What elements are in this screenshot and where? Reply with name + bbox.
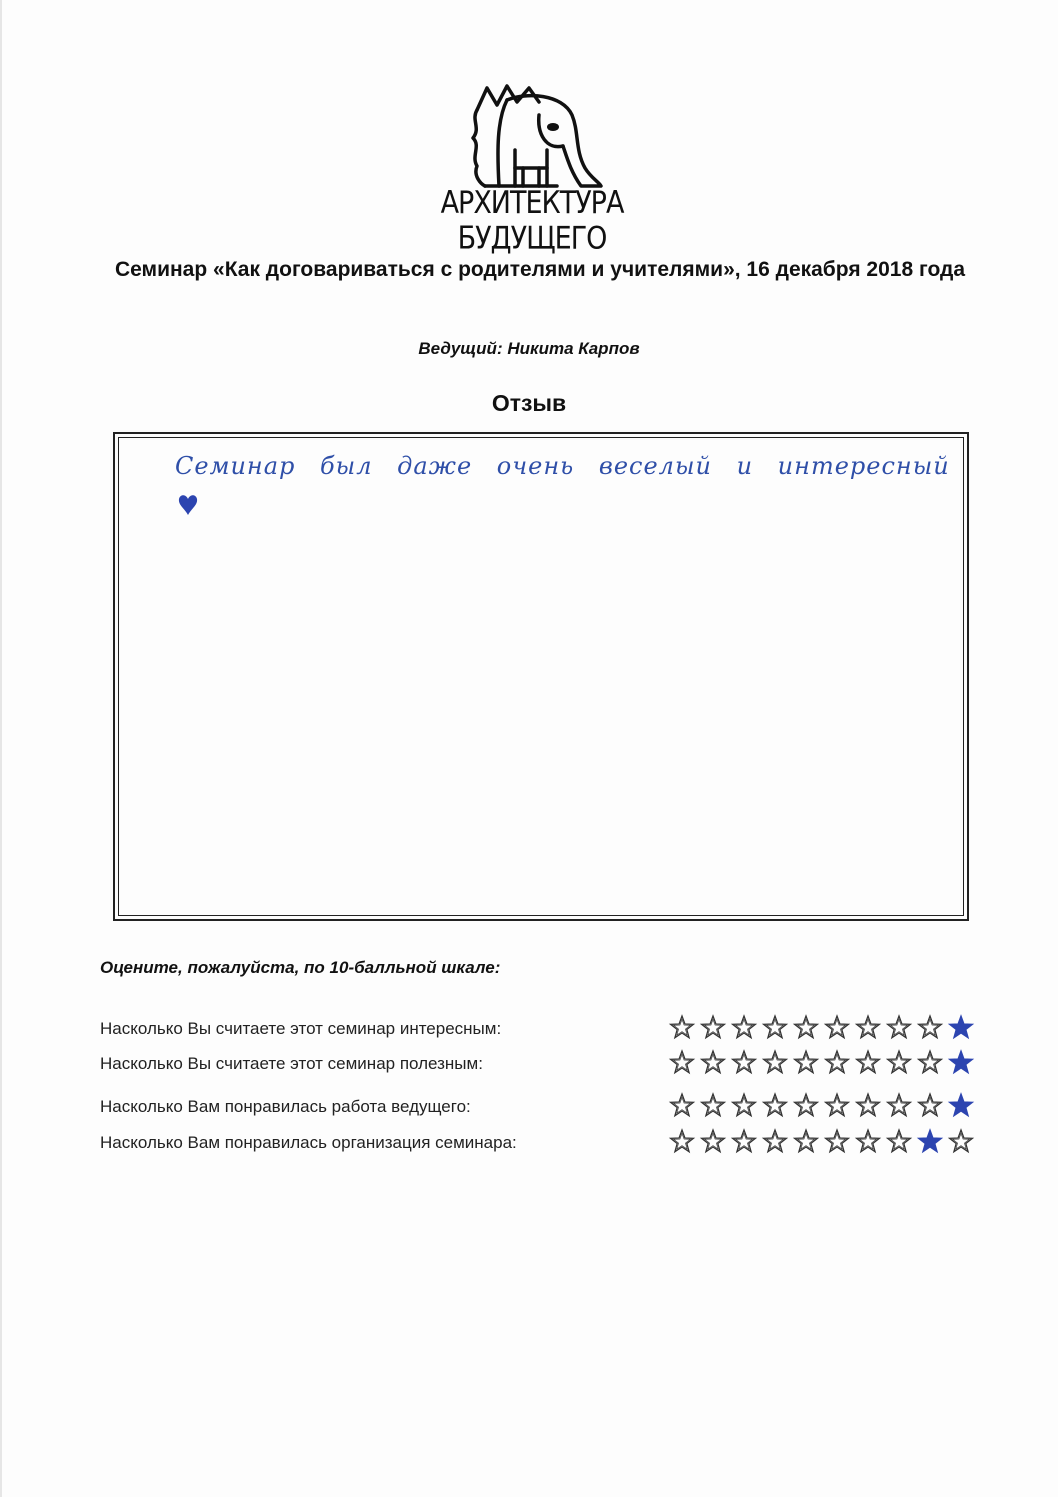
selected-star-icon[interactable] (946, 1013, 977, 1043)
star-icon[interactable] (729, 1127, 760, 1157)
star-icon[interactable] (791, 1091, 822, 1121)
star-icon[interactable] (760, 1091, 791, 1121)
star-icon[interactable] (915, 1013, 946, 1043)
star-icon[interactable] (946, 1127, 977, 1157)
star-icon[interactable] (760, 1048, 791, 1078)
star-rating[interactable] (667, 1048, 977, 1078)
heart-icon (177, 493, 199, 517)
logo (372, 80, 692, 257)
handwritten-feedback: Семинар был даже очень веселый и интересный (175, 452, 950, 480)
star-icon[interactable] (729, 1013, 760, 1043)
rating-row-organization (100, 1127, 1000, 1163)
rating-question-label: Насколько Вам понравилась работа ведущего: (100, 1097, 471, 1116)
rating-question-label: Насколько Вы считаете этот семинар интересным: (100, 1019, 502, 1038)
star-icon[interactable] (791, 1013, 822, 1043)
feedback-box[interactable] (113, 432, 969, 921)
rating-question-label: Насколько Вы считаете этот семинар полезным: (100, 1054, 483, 1073)
star-icon[interactable] (698, 1127, 729, 1157)
star-icon[interactable] (822, 1127, 853, 1157)
rating-row-host (100, 1091, 1000, 1127)
star-icon[interactable] (884, 1091, 915, 1121)
star-rating[interactable] (667, 1127, 977, 1157)
star-icon[interactable] (853, 1013, 884, 1043)
feedback-inner-frame (118, 437, 964, 916)
star-icon[interactable] (698, 1091, 729, 1121)
star-icon[interactable] (667, 1048, 698, 1078)
selected-star-icon[interactable] (946, 1048, 977, 1078)
star-icon[interactable] (698, 1013, 729, 1043)
star-icon[interactable] (822, 1013, 853, 1043)
feedback-heading: Отзыв (491, 390, 567, 416)
star-icon[interactable] (729, 1091, 760, 1121)
selected-star-icon[interactable] (946, 1091, 977, 1121)
rating-question-label: Насколько Вам понравилась организация семинара: (100, 1133, 517, 1152)
host-line: Ведущий: Никита Карпов (418, 339, 640, 358)
star-icon[interactable] (760, 1013, 791, 1043)
star-icon[interactable] (822, 1091, 853, 1121)
star-icon[interactable] (853, 1127, 884, 1157)
selected-star-icon[interactable] (915, 1127, 946, 1157)
rating-row-useful (100, 1048, 1000, 1084)
star-icon[interactable] (884, 1048, 915, 1078)
star-icon[interactable] (884, 1013, 915, 1043)
star-icon[interactable] (667, 1013, 698, 1043)
elephant-logo-icon (467, 80, 607, 195)
star-icon[interactable] (853, 1048, 884, 1078)
star-icon[interactable] (667, 1127, 698, 1157)
star-rating[interactable] (667, 1091, 977, 1121)
star-rating[interactable] (667, 1013, 977, 1043)
star-icon[interactable] (791, 1127, 822, 1157)
star-icon[interactable] (853, 1091, 884, 1121)
rating-instructions: Оцените, пожалуйста, по 10-балльной шкале: (100, 958, 501, 977)
star-icon[interactable] (729, 1048, 760, 1078)
star-icon[interactable] (822, 1048, 853, 1078)
page-title: Семинар «Как договариваться с родителями и учителями», 16 декабря 2018 года (114, 258, 966, 281)
logo-text: АРХИТЕКТУРА БУДУЩЕГО (440, 185, 624, 257)
star-icon[interactable] (884, 1127, 915, 1157)
star-icon[interactable] (760, 1127, 791, 1157)
star-icon[interactable] (915, 1091, 946, 1121)
rating-row-interesting (100, 1013, 1000, 1049)
star-icon[interactable] (698, 1048, 729, 1078)
star-icon[interactable] (667, 1091, 698, 1121)
star-icon[interactable] (791, 1048, 822, 1078)
star-icon[interactable] (915, 1048, 946, 1078)
